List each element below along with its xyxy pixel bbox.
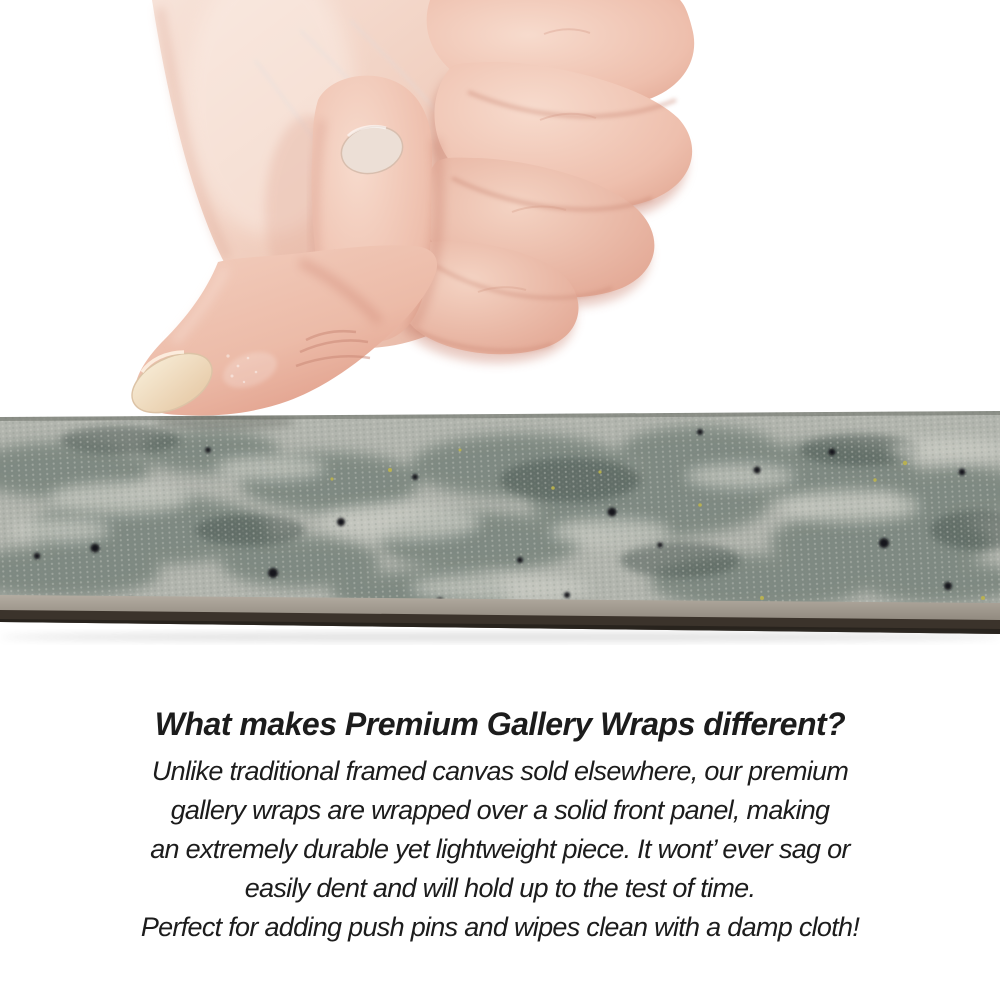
copy-line: gallery wraps are wrapped over a solid front panel, making [170, 795, 830, 825]
copy-heading: What makes Premium Gallery Wraps different? [154, 706, 846, 742]
copy-line: an extremely durable yet lightweight piece. It wont’ ever sag or [150, 834, 850, 864]
hand-photo [0, 0, 1000, 430]
copy-line: Unlike traditional framed canvas sold elsewhere, our premium [151, 756, 849, 786]
copy-line: easily dent and will hold up to the test of time. [244, 873, 756, 903]
copy-line: Perfect for adding push pins and wipes clean with a damp cloth! [140, 912, 860, 942]
canvas-edge-photo [0, 410, 1000, 645]
marketing-copy [0, 705, 1000, 947]
